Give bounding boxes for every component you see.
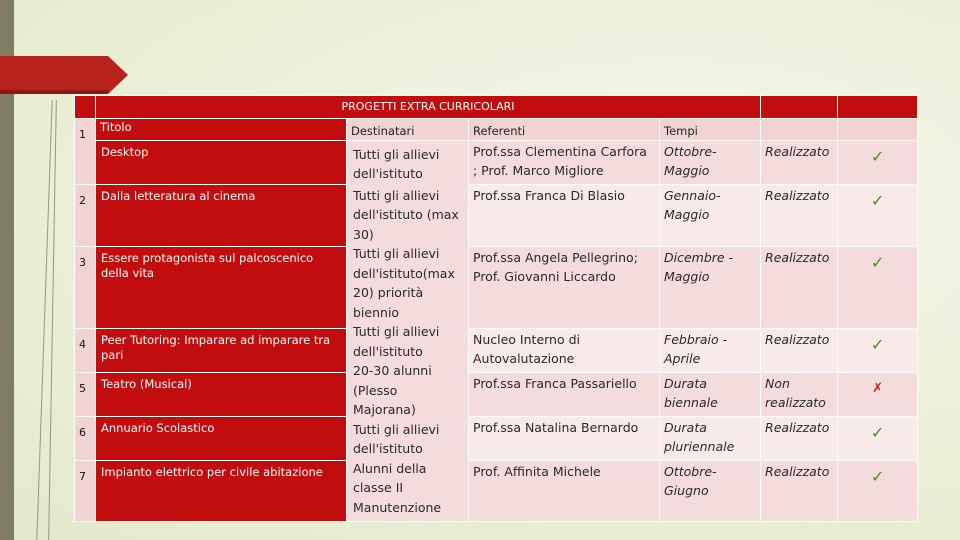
table-title-row	[75, 96, 918, 119]
table-title: PROGETTI EXTRA CURRICOLARI	[96, 96, 761, 119]
row-stato: Realizzato	[761, 140, 838, 184]
check-icon: ✓	[838, 328, 918, 372]
arrow-tab-decoration	[0, 56, 128, 94]
row-referenti: Prof.ssa Clementina Carfora ; Prof. Marco Migliore	[469, 140, 660, 184]
row-title: Annuario Scolastico	[96, 416, 347, 460]
row-number: 4	[75, 328, 96, 372]
row-referenti: Prof.ssa Franca Passariello	[469, 372, 660, 416]
table-row	[75, 246, 918, 328]
row-stato: Realizzato	[761, 328, 838, 372]
row-number: 1	[75, 118, 96, 184]
row-tempi: Gennaio-Maggio	[660, 184, 761, 246]
row-tempi: Ottobre-Maggio	[660, 140, 761, 184]
row-title: Dalla letteratura al cinema	[96, 184, 347, 246]
check-icon: ✓	[838, 184, 918, 246]
row-number: 3	[75, 246, 96, 328]
row-tempi: Febbraio - Aprile	[660, 328, 761, 372]
row-number: 6	[75, 416, 96, 460]
row-referenti: Prof.ssa Natalina Bernardo	[469, 416, 660, 460]
row-stato: Non realizzato	[761, 372, 838, 416]
row-tempi: Ottobre-Giugno	[660, 460, 761, 521]
header-tempi: Tempi	[660, 118, 761, 140]
row-title: Desktop	[96, 140, 347, 184]
row-title: Impianto elettrico per civile abitazione	[96, 460, 347, 521]
row-tempi: Durata biennale	[660, 372, 761, 416]
table-header-row	[75, 118, 918, 140]
header-referenti: Referenti	[469, 118, 660, 140]
check-icon: ✓	[838, 460, 918, 521]
header-titolo: Titolo	[96, 118, 347, 140]
row-referenti: Prof. Affinita Michele	[469, 460, 660, 521]
row-number: 2	[75, 184, 96, 246]
row-referenti: Prof.ssa Angela Pellegrino; Prof. Giovanni Liccardo	[469, 246, 660, 328]
table-row	[75, 328, 918, 372]
table-row	[75, 460, 918, 521]
check-icon: ✓	[838, 246, 918, 328]
header-destinatari: Destinatari	[347, 118, 469, 140]
row-title: Teatro (Musical)	[96, 372, 347, 416]
row-number: 5	[75, 372, 96, 416]
check-icon: ✓	[838, 416, 918, 460]
row-stato: Realizzato	[761, 184, 838, 246]
destinatari-column: Tutti gli allievi dell'istituto Tutti gli allievi dell'istituto (max 30) Tutti gli allievi dell'istituto(max 20) priorità biennio Tutti gli allievi dell'istituto 20-30 alunni (Plesso Majorana) Tutti gli allievi dell'istituto Alunni della classe II Manutenzione	[347, 140, 469, 522]
row-tempi: Durata pluriennale	[660, 416, 761, 460]
row-title: Essere protagonista sul palcoscenico della vita	[96, 246, 347, 328]
row-stato: Realizzato	[761, 246, 838, 328]
row-title: Peer Tutoring: Imparare ad imparare tra pari	[96, 328, 347, 372]
check-icon: ✓	[838, 140, 918, 184]
cross-icon: ✗	[838, 372, 918, 416]
table-row	[75, 140, 918, 184]
table-row	[75, 184, 918, 246]
table-row	[75, 372, 918, 416]
row-tempi: Dicembre - Maggio	[660, 246, 761, 328]
projects-table	[74, 95, 918, 522]
row-referenti: Nucleo Interno di Autovalutazione	[469, 328, 660, 372]
table-row	[75, 416, 918, 460]
row-number: 7	[75, 460, 96, 521]
row-stato: Realizzato	[761, 416, 838, 460]
row-referenti: Prof.ssa Franca Di Blasio	[469, 184, 660, 246]
row-stato: Realizzato	[761, 460, 838, 521]
